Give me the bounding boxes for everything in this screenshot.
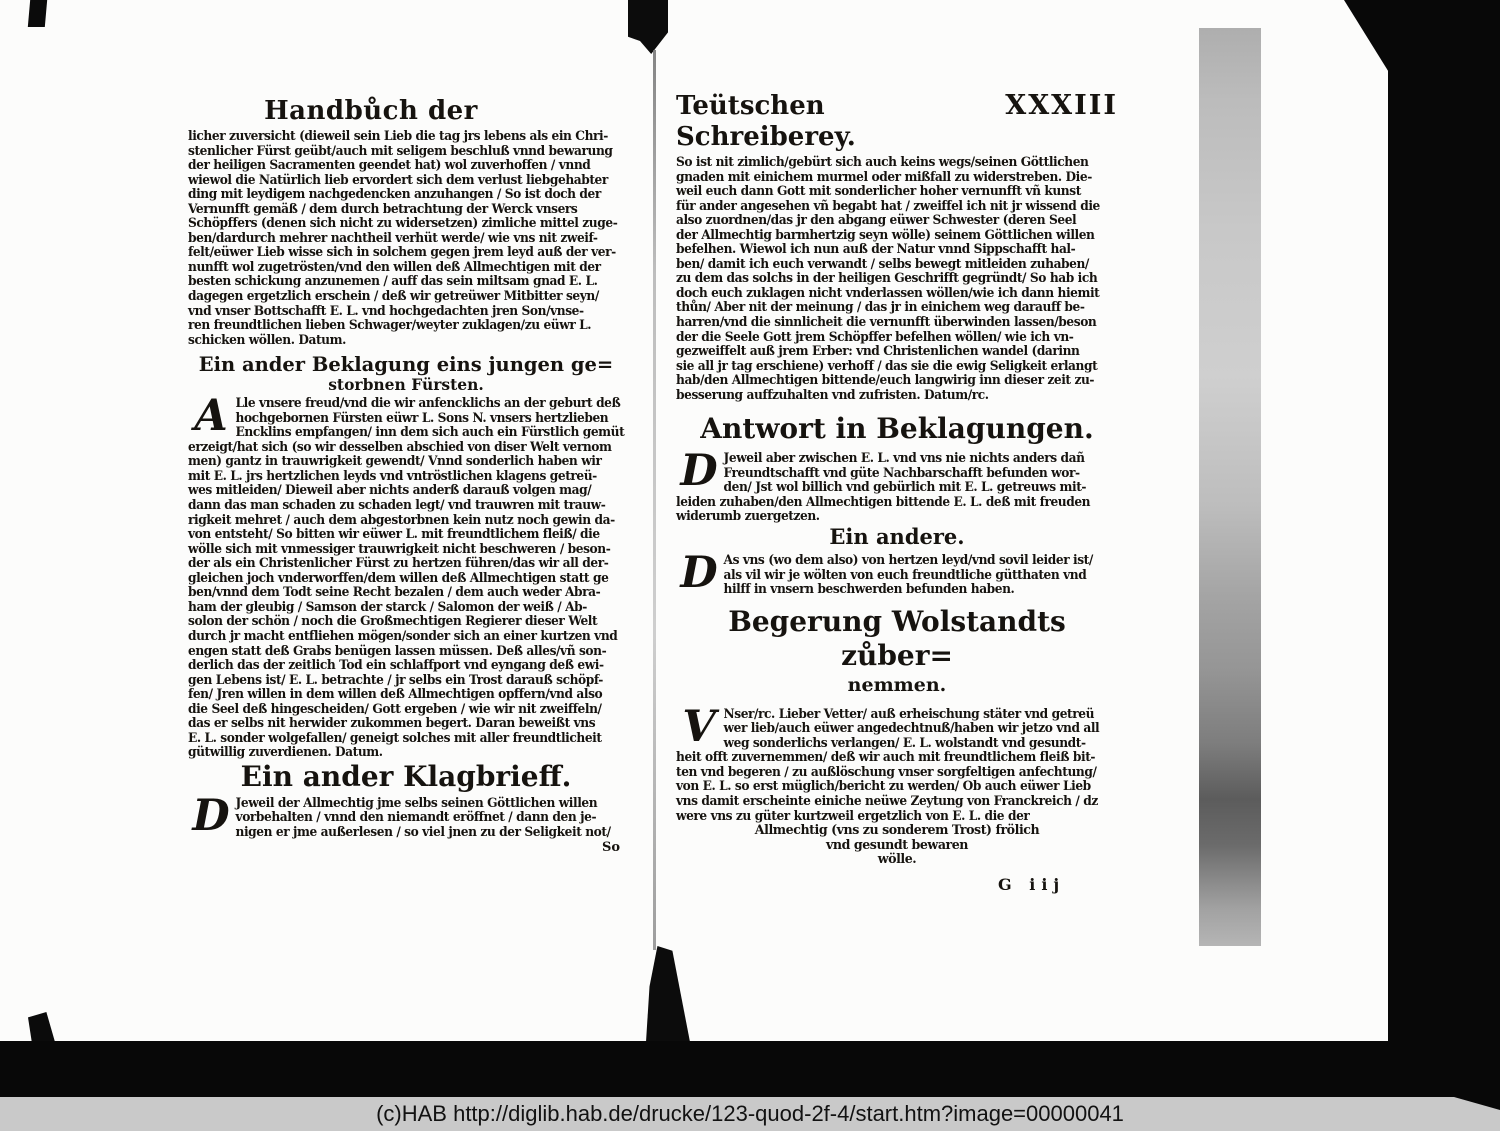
text-line: vorbehalten / vnnd den niemandt eröffnet / dann den je- (235, 809, 597, 825)
text-line: ten vnd begeren / zu außlöschung vnser sorgfeltigen anfechtung/ (676, 763, 1097, 779)
text-line: gen Lebens ist/ E. L. betrachte / jr selbs ein Trost darauß schöpf- (188, 671, 603, 687)
left-heading-2-line1: Ein ander Beklagung eins jungen ge= (198, 353, 614, 377)
left-paragraph-3 (188, 790, 624, 841)
page-gutter-line (653, 50, 656, 950)
text-line: rigkeit mehret / auch dem abgestorbnen kein nutz noch gewin da- (188, 511, 615, 527)
drop-cap-initial: D (680, 446, 716, 497)
text-line: Freundtschafft vnd güte Nachbarschafft befunden wor- (723, 464, 1080, 480)
text-line: den/ Jst wol billich vnd gebürlich mit E. L. getreuws mit- (723, 479, 1087, 495)
text-line: thůn/ Aber nit der meinung / das jr in einichem weg darauff be- (676, 299, 1085, 315)
left-paragraph-1 (188, 129, 624, 347)
left-heading-2-line2: storbnen Fürsten. (328, 375, 484, 395)
text-line: nigen er jme außerlesen / so viel jnen zu der Seligkeit not/ (235, 823, 611, 839)
text-line: felt/eüwer Lieb wisse sich in solchem gegen jrem leyd auß der ver- (188, 244, 616, 260)
text-line: ben/ damit ich euch verwandt / selbs bewegt mitleiden zuhaben/ (676, 255, 1089, 271)
text-line: befelhen. Wiewol ich nun auß der Natur vnnd Sippschafft hal- (676, 241, 1076, 257)
text-line: leiden zuhaben/den Allmechtigen bittende E. L. deß mit freuden (676, 493, 1091, 509)
text-line: fen/ Jren willen in dem willen deß Allmechtigen opffern/vnd also (188, 686, 603, 702)
right-heading-3-line1: Begerung Wolstandts zůber= (728, 604, 1066, 672)
text-line: stenlicher Fürst geübt/auch mit seligem beschluß vnnd bewarung (188, 142, 613, 158)
text-line: mit E. L. jrs hertzlichen leyds vnd vntröstlichen klagens getreü- (188, 467, 597, 483)
drop-cap-initial: A (194, 391, 226, 442)
text-line: von E. L. so erst müglich/bericht zu werden/ Ob auch eüwer Lieb (676, 778, 1091, 794)
text-line: der Allmechtig barmhertzig seyn wölle) seinem Göttlichen willen (676, 226, 1095, 242)
text-line: gezweiffelt auß jrem Erber: vnd Christenlichen wandel (darinn (676, 343, 1080, 359)
text-line: hab/den Allmechtigen bittende/euch langwirig inn dieser zeit zu- (676, 372, 1095, 388)
right-closing-lines (676, 823, 1118, 867)
text-line: doch euch zuklagen nicht vnderlassen wöllen/wie ich dann hiemit (676, 284, 1100, 300)
left-paragraph-3-lines (188, 790, 624, 841)
scan-artifact-spine-bottom (646, 946, 690, 1042)
text-line: widerumb zuergetzen. (676, 508, 820, 524)
text-line: die Seel deß hingescheiden/ Gott ergeben / wie wir nit zweiffeln/ (188, 700, 602, 716)
scan-artifact-top-left-mark (28, 0, 47, 27)
signature-mark: G iij (998, 874, 1066, 894)
text-line: hilff in vnsern beschwerden befunden haben. (723, 581, 1015, 597)
text-line: der als ein Christenlicher Fürst zu hertzen führen/das wir all der- (188, 555, 609, 571)
text-line: engen statt deß Grabs benügen lassen müssen. Deß alles/vñ son- (188, 642, 607, 658)
left-running-header: Handbůch der (264, 96, 478, 126)
text-line: ding mit leydigem nachgedencken anzuhangen / So ist doch der (188, 186, 601, 202)
drop-cap-initial: V (682, 701, 714, 752)
text-line: As vns (wo dem also) von hertzen leyd/vnd sovil leider ist/ (723, 552, 1093, 568)
right-heading-3-line2: nemmen. (847, 673, 947, 696)
text-line: Nser/rc. Lieber Vetter/ auß erheischung stäter vnd getreü (723, 705, 1095, 721)
text-line: also zuordnen/das jr den abgang eüwer Schwester (deren Seel (676, 212, 1077, 228)
scan-border-bottom (0, 1041, 1500, 1097)
text-line: heit offt zuvernemmen/ deß wir auch mit freundtlichem fleiß bit- (676, 749, 1096, 765)
right-heading-1: Antwort in Beklagungen. (700, 412, 1094, 446)
text-line: weil euch dann Gott mit sonderlicher hoher vernunfft vñ kunst (676, 183, 1081, 199)
text-line: ren freundtlichen lieben Schwager/weyter zuklagen/zu eüwr L. (188, 317, 592, 333)
text-line: der heiligen Sacramenten geendet hat) wol zuverhoffen / vnnd (188, 157, 591, 173)
left-page (188, 96, 624, 855)
text-line: wölle sich mit vnmessiger trauwrigkeit nicht beschweren / beson- (188, 540, 611, 556)
text-line: nunfft wol zugetrösten/vnd den willen deß Allmechtigen mit der (188, 258, 601, 274)
text-line: licher zuversicht (dieweil sein Lieb die tag jrs lebens als ein Chri- (188, 128, 608, 143)
scan-artifact-page-edge-strip (1199, 28, 1261, 946)
text-line: erzeigt/hat sich (so wir desselben abschied von diser Welt vernom (188, 438, 612, 454)
text-line: Allmechtig (vns zu sonderem Trost) frölich (754, 822, 1040, 838)
right-running-header (676, 90, 1118, 153)
left-paragraph-2 (188, 391, 625, 760)
text-line: Vernunfft gemäß / dem durch betrachtung der Werck vnsers (188, 200, 578, 216)
drop-cap-initial: D (680, 548, 716, 599)
right-paragraph-2-lines (676, 446, 1118, 524)
text-line: weg sonderlichs verlangen/ E. L. wolstandt vnd gesundt- (723, 734, 1086, 750)
scan-artifact-top-right-wedge (1344, 0, 1390, 74)
drop-cap-initial: D (192, 790, 228, 841)
text-line: für ander angesehen vñ begabt hat / zweiffel ich nit jr wissend die (676, 197, 1100, 213)
text-line: der die Seele Gott jrem Schöpffer befelhen wöllen/ wie ich vn- (676, 328, 1074, 344)
right-paragraph-3-lines (676, 548, 1118, 599)
text-line: sie all jr tag erschiene) verhoff / das sie die ewig Seligkeit erlangt (676, 357, 1098, 373)
right-page (676, 90, 1118, 894)
text-line: besten schickung anzunemen / auff das sein miltsam gnad E. L. (188, 273, 598, 289)
text-line: Lle vnsere freud/vnd die wir anfencklichs an der geburt deß (235, 395, 621, 411)
right-paragraph-3 (676, 548, 1118, 599)
text-line: ben/dardurch mehrer nachtheil verhüt werde/ wie vns nit zweif- (188, 229, 598, 245)
text-line: vnd vnser Bottschafft E. L. vnd hochgedachten jren Son/vnse- (188, 302, 584, 318)
text-line: von entsteht/ So bitten wir eüwer L. mit freundtlichem fleiß/ die (188, 526, 600, 542)
scan-artifact-spine-top (628, 0, 668, 54)
right-paragraph-1 (676, 155, 1118, 402)
text-line: dann das man schaden zu schaden legt/ vnd trauwren mit trauw- (188, 497, 606, 513)
text-line: solon der schön / noch die Großmechtigen Regierer dieser Welt (188, 613, 598, 629)
catchword: So (601, 839, 620, 855)
text-line: dagegen ergetzlich erschein / deß wir getreüwer Mitbitter seyn/ (188, 288, 599, 304)
image-caption-bar (0, 1097, 1500, 1131)
right-paragraph-2 (676, 446, 1118, 524)
text-line: ham der gleubig / Samson der starck / Salomon der weiß / Ab- (188, 598, 587, 614)
text-line: wer lieb/auch eüwer angedechtnuß/haben wir jetzo vnd all (723, 720, 1100, 736)
scan-border-right (1388, 0, 1500, 1097)
text-line: Jeweil aber zwischen E. L. vnd vns nie nichts anders dañ (723, 450, 1085, 466)
text-line: schicken wöllen. Datum. (188, 331, 346, 347)
left-paragraph-1-lines (188, 129, 624, 347)
text-line: So ist nit zimlich/gebürt sich auch keins wegs/seinen Göttlichen (676, 154, 1089, 169)
text-line: ben/vnnd dem Todt seine Recht bezalen / dem auch weder Abra- (188, 584, 601, 600)
right-paragraph-1-lines (676, 155, 1118, 402)
text-line: vns damit erscheinte einiche neüwe Zeytung von Franckreich / dz (676, 792, 1098, 808)
text-line: men) gantz in trauwrigkeit gewendt/ Vnnd sonderlich haben wir (188, 453, 602, 469)
text-line: vnd gesundt bewaren (826, 836, 968, 852)
right-heading-2: Ein andere. (829, 524, 965, 550)
text-line: wes mitleiden/ Dieweil aber nichts anderß darauß volgen mag/ (188, 482, 592, 498)
text-line: als vil wir je wölten von euch freundtliche gütthaten vnd (723, 566, 1087, 582)
right-paragraph-4 (676, 701, 1118, 823)
text-line: hochgebornen Fürsten eüwr L. Sons N. vnsers hertzlieben (235, 409, 609, 425)
right-running-header-title: Teütschen Schreiberey. (676, 91, 856, 152)
text-line: besserung auffzuhalten vnd zufristen. Datum/rc. (676, 386, 989, 402)
text-line: harren/vnd die sinnlicheit die vernunfft überwinden lassen/beson (676, 314, 1097, 330)
caption-url-text: (c)HAB http://diglib.hab.de/drucke/123-quod-2f-4/start.htm?image=00000041 (376, 1101, 1124, 1126)
scan-artifact-bottom-left-mark (28, 1012, 55, 1042)
text-line: Encklins empfangen/ inn dem sich auch ein Fürstlich gemüt (235, 424, 625, 440)
text-line: gnaden mit einichem murmel oder mißfall zu widerstreben. Die- (676, 168, 1092, 184)
right-paragraph-4-lines (676, 701, 1118, 823)
text-line: durch jr macht entfliehen mögen/sonder sich an einer kurtzen vnd (188, 627, 618, 643)
text-line: wiewol die Natürlich lieb ervordert sich dem verlust liebgehabter (188, 171, 608, 187)
folio-number: XXXIII (1005, 90, 1118, 121)
text-line: derlich das der zeitlich Tod ein schlaffport vnd eyngang deß ewi- (188, 657, 604, 673)
text-line: E. L. sonder wolgefallen/ geneigt solches mit aller freundtlicheit (188, 729, 602, 745)
text-line: zu dem das solchs in der heiligen Geschrifft gegründt/ So hab ich (676, 270, 1098, 286)
text-line: wölle. (877, 851, 917, 867)
text-line: Schöpffers (denen sich nicht zu widersetzen) zimliche mittel zuge- (188, 215, 618, 231)
text-line: das er selbs nit herwider zukommen begert. Daran beweißt vns (188, 715, 596, 731)
text-line: gleichen joch vnderworffen/dem willen deß Allmechtigen statt ge (188, 569, 609, 585)
text-line: were vns zu güter kurtzweil ergetzlich von E. L. die der (676, 807, 1030, 823)
left-paragraph-2-lines (188, 391, 625, 760)
text-line: Jeweil der Allmechtig jme selbs seinen Göttlichen willen (235, 794, 598, 810)
left-heading-3: Ein ander Klagbrieff. (240, 759, 572, 793)
text-line: gütwillig zuverdienen. Datum. (188, 744, 383, 760)
